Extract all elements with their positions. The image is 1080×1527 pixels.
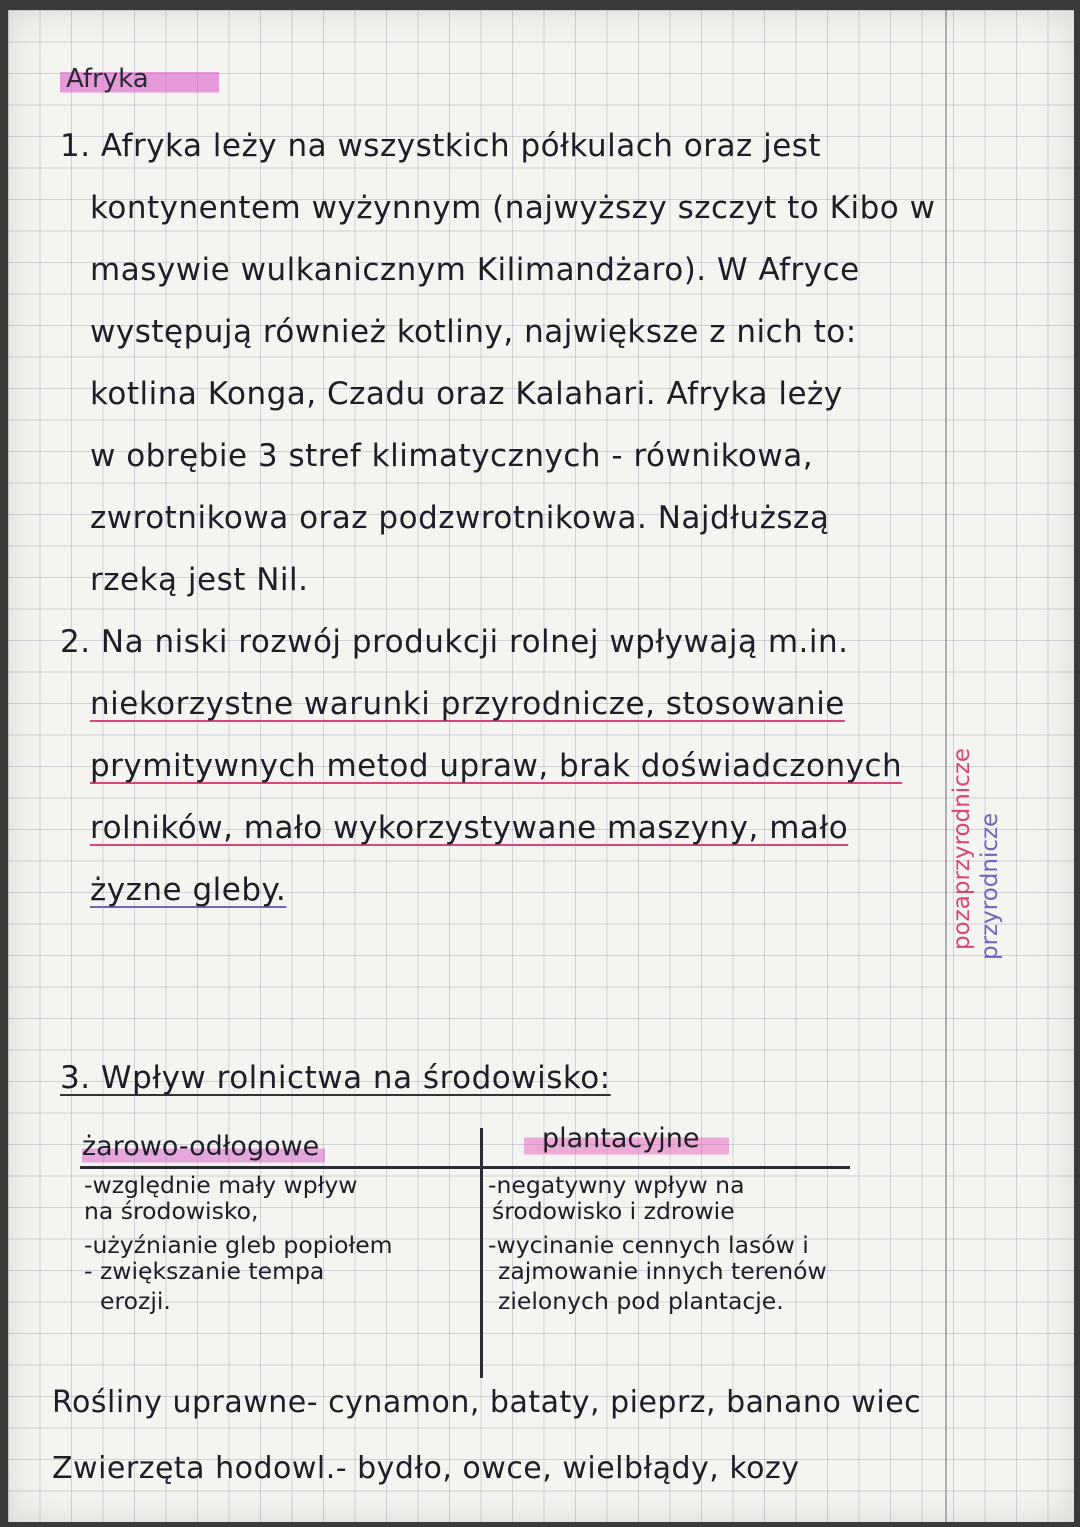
table-right-line-3: -wycinanie cennych lasów i (488, 1231, 809, 1259)
p1-line-7: zwrotnikowa oraz podzwrotnikowa. Najdłuższą (90, 500, 830, 536)
page-title: Afryka (60, 62, 219, 96)
table-right-line-5: zielonych pod plantacje. (498, 1287, 784, 1315)
p2-line-2: niekorzystne warunki przyrodnicze, stosowanie (90, 686, 845, 722)
table-header-divider (80, 1166, 850, 1169)
table-left-line-2: na środowisko, (84, 1197, 259, 1225)
table-right-line-4: zajmowanie innych terenów (498, 1257, 827, 1285)
table-header-right: plantacyjne (524, 1122, 729, 1156)
table-header-left: żarowo-odłogowe (82, 1130, 325, 1164)
impact-table (80, 1123, 940, 1388)
table-right-line-1: -negatywny wpływ na (488, 1171, 745, 1199)
p2-line-3: prymitywnych metod upraw, brak doświadczonych (90, 748, 903, 784)
p1-line-4: występują również kotliny, największe z nich to: (90, 314, 857, 350)
crops-line: Rośliny uprawne- cynamon, bataty, pieprz, banano wiec (52, 1385, 922, 1420)
p2-line-4: rolników, mało wykorzystywane maszyny, mało (90, 810, 849, 846)
notebook-page (8, 10, 1074, 1522)
section3-heading: 3. Wpływ rolnictwa na środowisko: (60, 1060, 611, 1096)
p1-line-5: kotlina Konga, Czadu oraz Kalahari. Afryka leży (90, 376, 843, 412)
margin-line (945, 10, 947, 1522)
p1-line-2: kontynentem wyżynnym (najwyższy szczyt to Kibo w (90, 190, 936, 226)
table-left-line-3: -użyźnianie gleb popiołem (84, 1231, 393, 1259)
margin-note-pozaprzyrodnicze: pozaprzyrodnicze (949, 747, 975, 950)
animals-line: Zwierzęta hodowl.- bydło, owce, wielbłądy, kozy (52, 1451, 800, 1486)
table-right-line-2: środowisko i zdrowie (492, 1197, 735, 1225)
table-left-line-4: - zwiększanie tempa (84, 1257, 325, 1285)
p1-line-6: w obrębie 3 stref klimatycznych - równikowa, (90, 438, 814, 474)
p1-line-3: masywie wulkanicznym Kilimandżaro). W Afryce (90, 252, 860, 288)
margin-note-przyrodnicze: przyrodnicze (977, 812, 1003, 960)
p1-line-1: 1. Afryka leży na wszystkich półkulach oraz jest (60, 128, 822, 164)
p2-line-1: 2. Na niski rozwój produkcji rolnej wpływają m.in. (60, 624, 849, 660)
table-column-divider (480, 1128, 483, 1378)
p1-line-8: rzeką jest Nil. (90, 562, 309, 598)
p2-line-5: żyzne gleby. (90, 872, 287, 908)
table-left-line-1: -względnie mały wpływ (84, 1171, 358, 1199)
table-left-line-5: erozji. (100, 1287, 171, 1315)
